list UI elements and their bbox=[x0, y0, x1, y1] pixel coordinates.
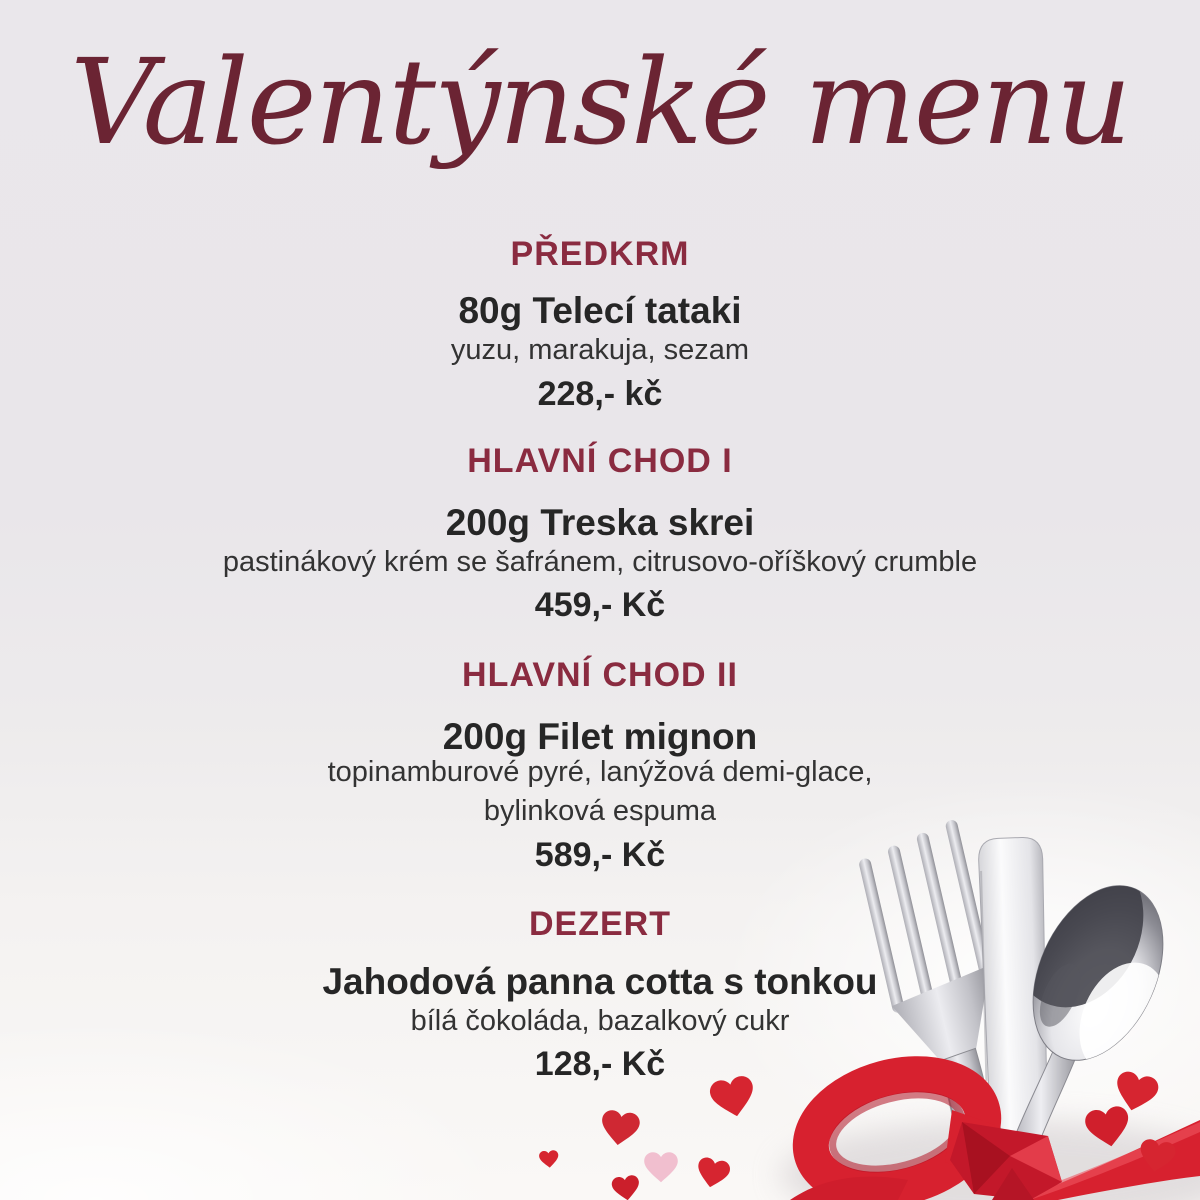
item-price: 128,- Kč bbox=[534, 1045, 666, 1083]
heart-icon-group-center bbox=[539, 1074, 758, 1200]
item-description: topinamburové pyré, lanýžová demi-glace, bbox=[327, 756, 873, 788]
section-heading-hlavni-chod-1: HLAVNÍ CHOD I bbox=[467, 442, 733, 480]
item-description: pastinákový krém se šafránem, citrusovo-oříškový crumble bbox=[222, 546, 978, 578]
item-description: bylinková espuma bbox=[483, 795, 717, 827]
item-price: 459,- Kč bbox=[534, 586, 666, 624]
item-price: 228,- kč bbox=[537, 375, 663, 413]
section-heading-predkrm: PŘEDKRM bbox=[510, 235, 690, 273]
item-price: 589,- Kč bbox=[534, 836, 666, 874]
valentine-decoration bbox=[0, 780, 1200, 1200]
item-name: 200g Treska skrei bbox=[445, 502, 755, 543]
item-description: yuzu, marakuja, sezam bbox=[450, 334, 750, 366]
item-name: Jahodová panna cotta s tonkou bbox=[322, 961, 878, 1002]
item-description: bílá čokoláda, bazalkový cukr bbox=[410, 1005, 790, 1037]
section-heading-hlavni-chod-2: HLAVNÍ CHOD II bbox=[462, 656, 738, 694]
item-name: 200g Filet mignon bbox=[442, 716, 758, 757]
item-name: 80g Telecí tataki bbox=[458, 290, 742, 331]
section-heading-dezert: DEZERT bbox=[529, 905, 671, 943]
page-title: Valentýnské menu bbox=[70, 33, 1130, 171]
